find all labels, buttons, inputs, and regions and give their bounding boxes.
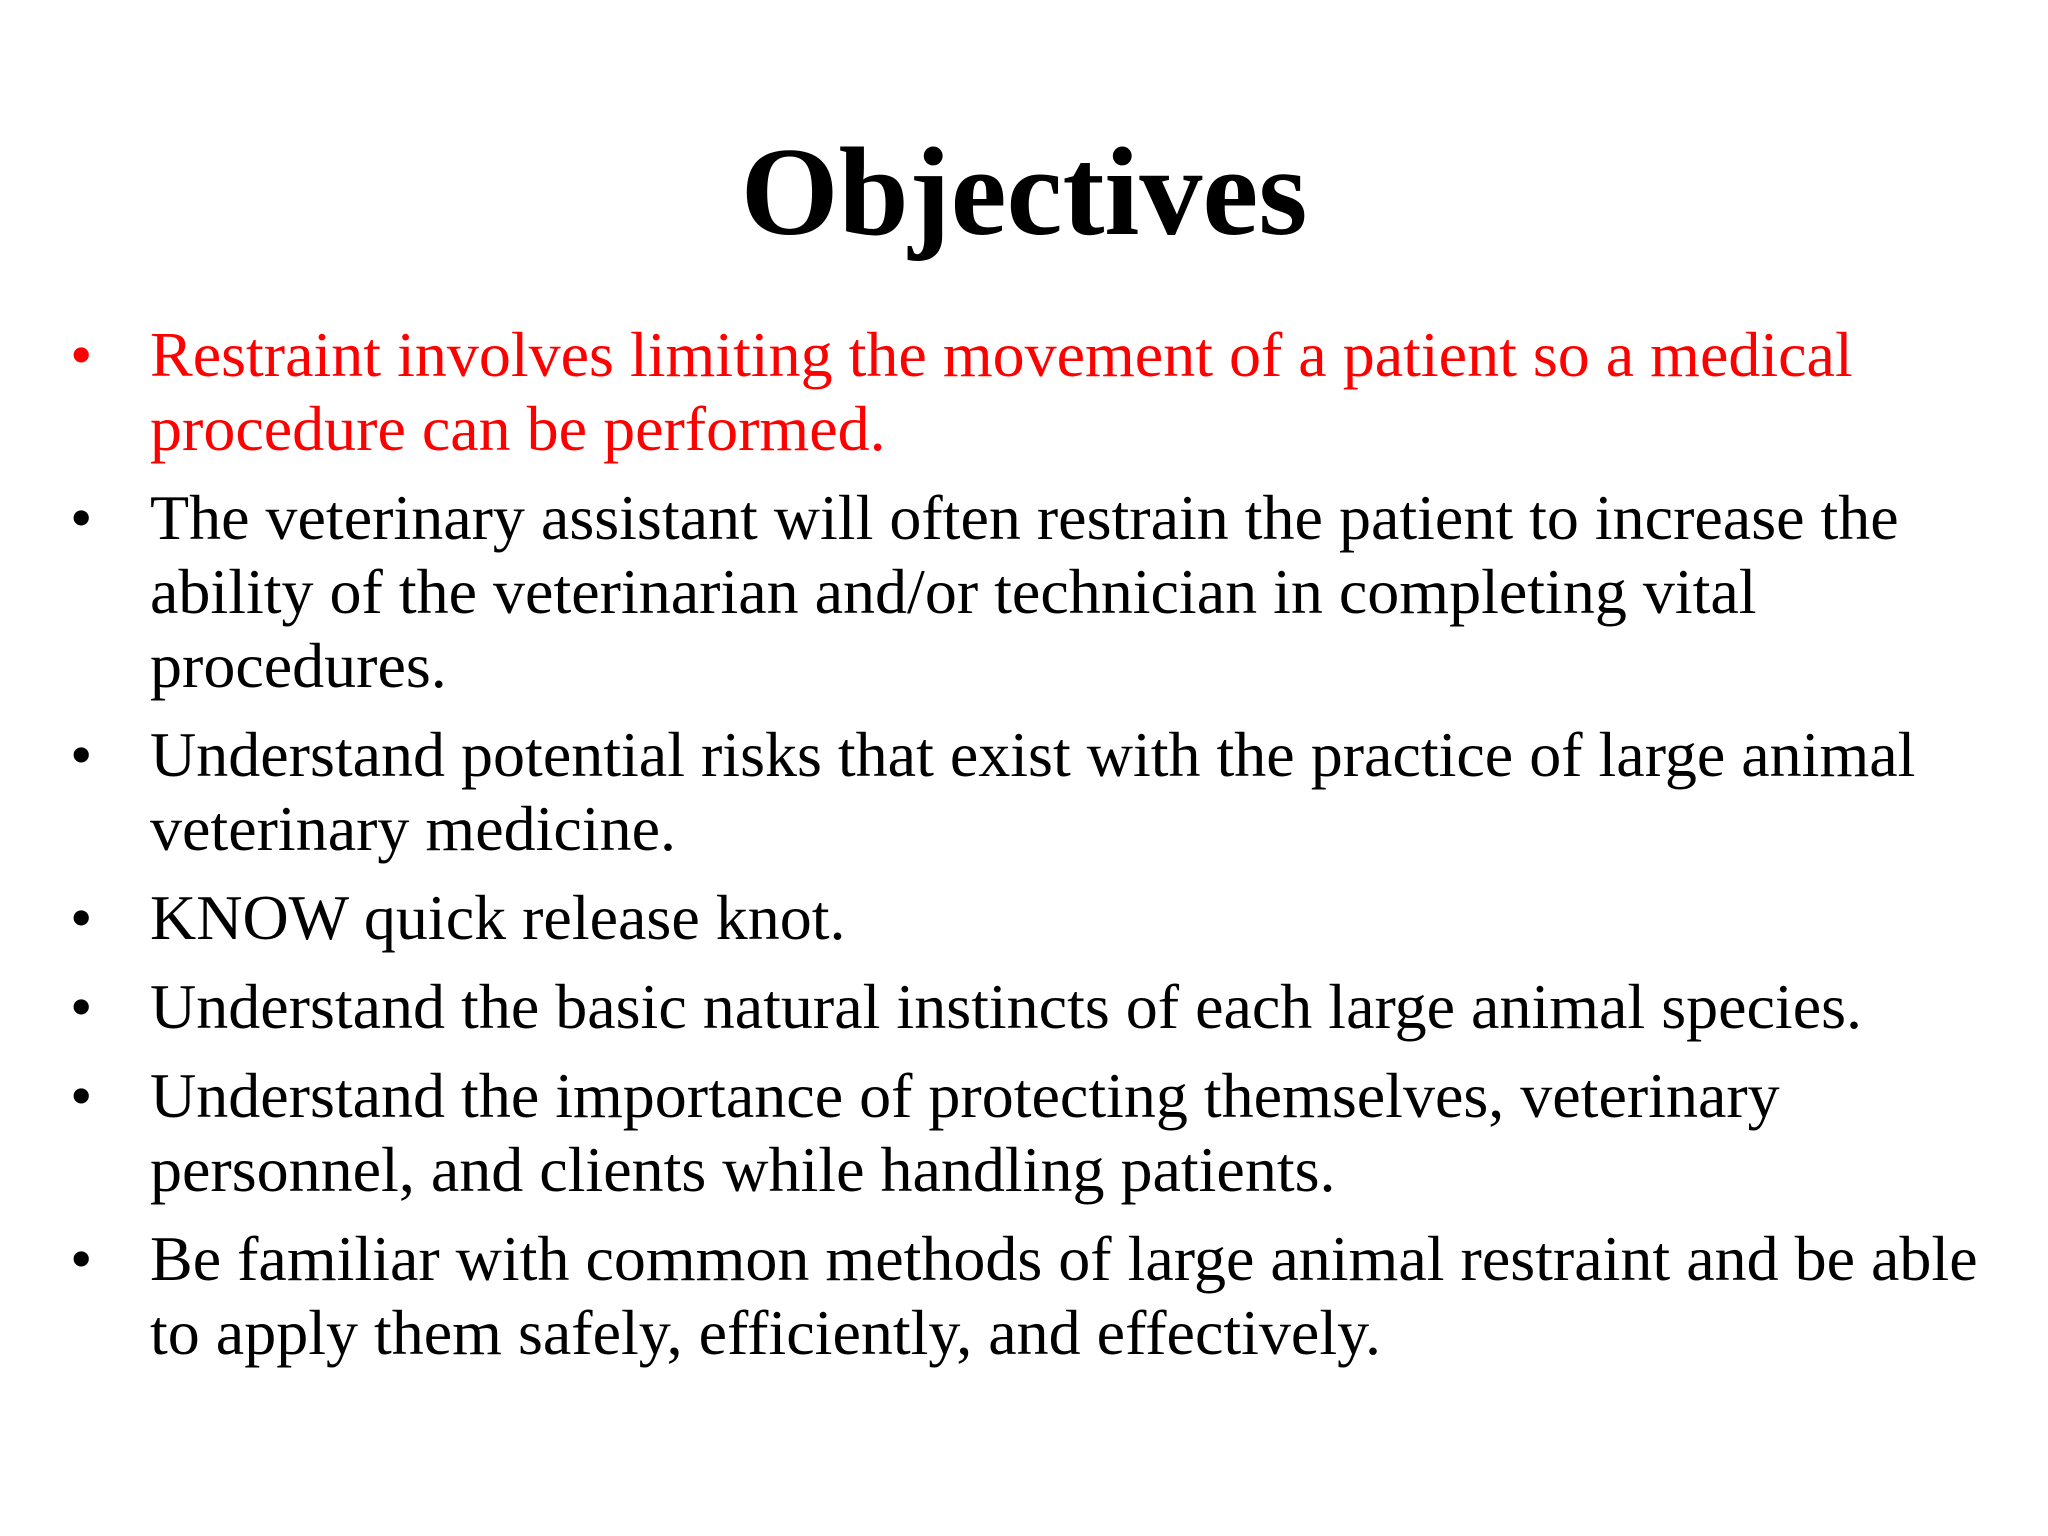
bullet-icon: •	[70, 719, 93, 790]
bullet-icon: •	[70, 882, 93, 953]
bullet-icon: •	[70, 1223, 93, 1294]
bullet-text: Understand the importance of protecting themselves, veterinary personnel, and clients while handling patients.	[150, 1060, 1780, 1205]
bullet-text: KNOW quick release knot.	[150, 882, 846, 953]
bullet-item-4	[0, 881, 2048, 955]
bullet-item-6	[0, 1059, 2048, 1207]
bullet-item-7	[0, 1222, 2048, 1370]
bullet-icon: •	[70, 319, 93, 390]
objectives-list	[0, 318, 2048, 1385]
bullet-text: Understand potential risks that exist with the practice of large animal veterinary medicine.	[150, 719, 1916, 864]
bullet-icon: •	[70, 1060, 93, 1131]
slide-title: Objectives	[740, 123, 1308, 262]
bullet-text: Understand the basic natural instincts of each large animal species.	[150, 971, 1862, 1042]
bullet-text: Restraint involves limiting the movement of a patient so a medical procedure can be performed.	[150, 319, 1853, 464]
bullet-item-3	[0, 718, 2048, 866]
bullet-item-5	[0, 970, 2048, 1044]
bullet-icon: •	[70, 482, 93, 553]
bullet-item-1	[0, 318, 2048, 466]
bullet-text: The veterinary assistant will often restrain the patient to increase the ability of the veterinarian and/or technician in completing vital procedures.	[150, 482, 1899, 701]
bullet-item-2	[0, 481, 2048, 703]
bullet-text: Be familiar with common methods of large animal restraint and be able to apply them safely, efficiently, and effectively.	[150, 1223, 1978, 1368]
bullet-icon: •	[70, 971, 93, 1042]
